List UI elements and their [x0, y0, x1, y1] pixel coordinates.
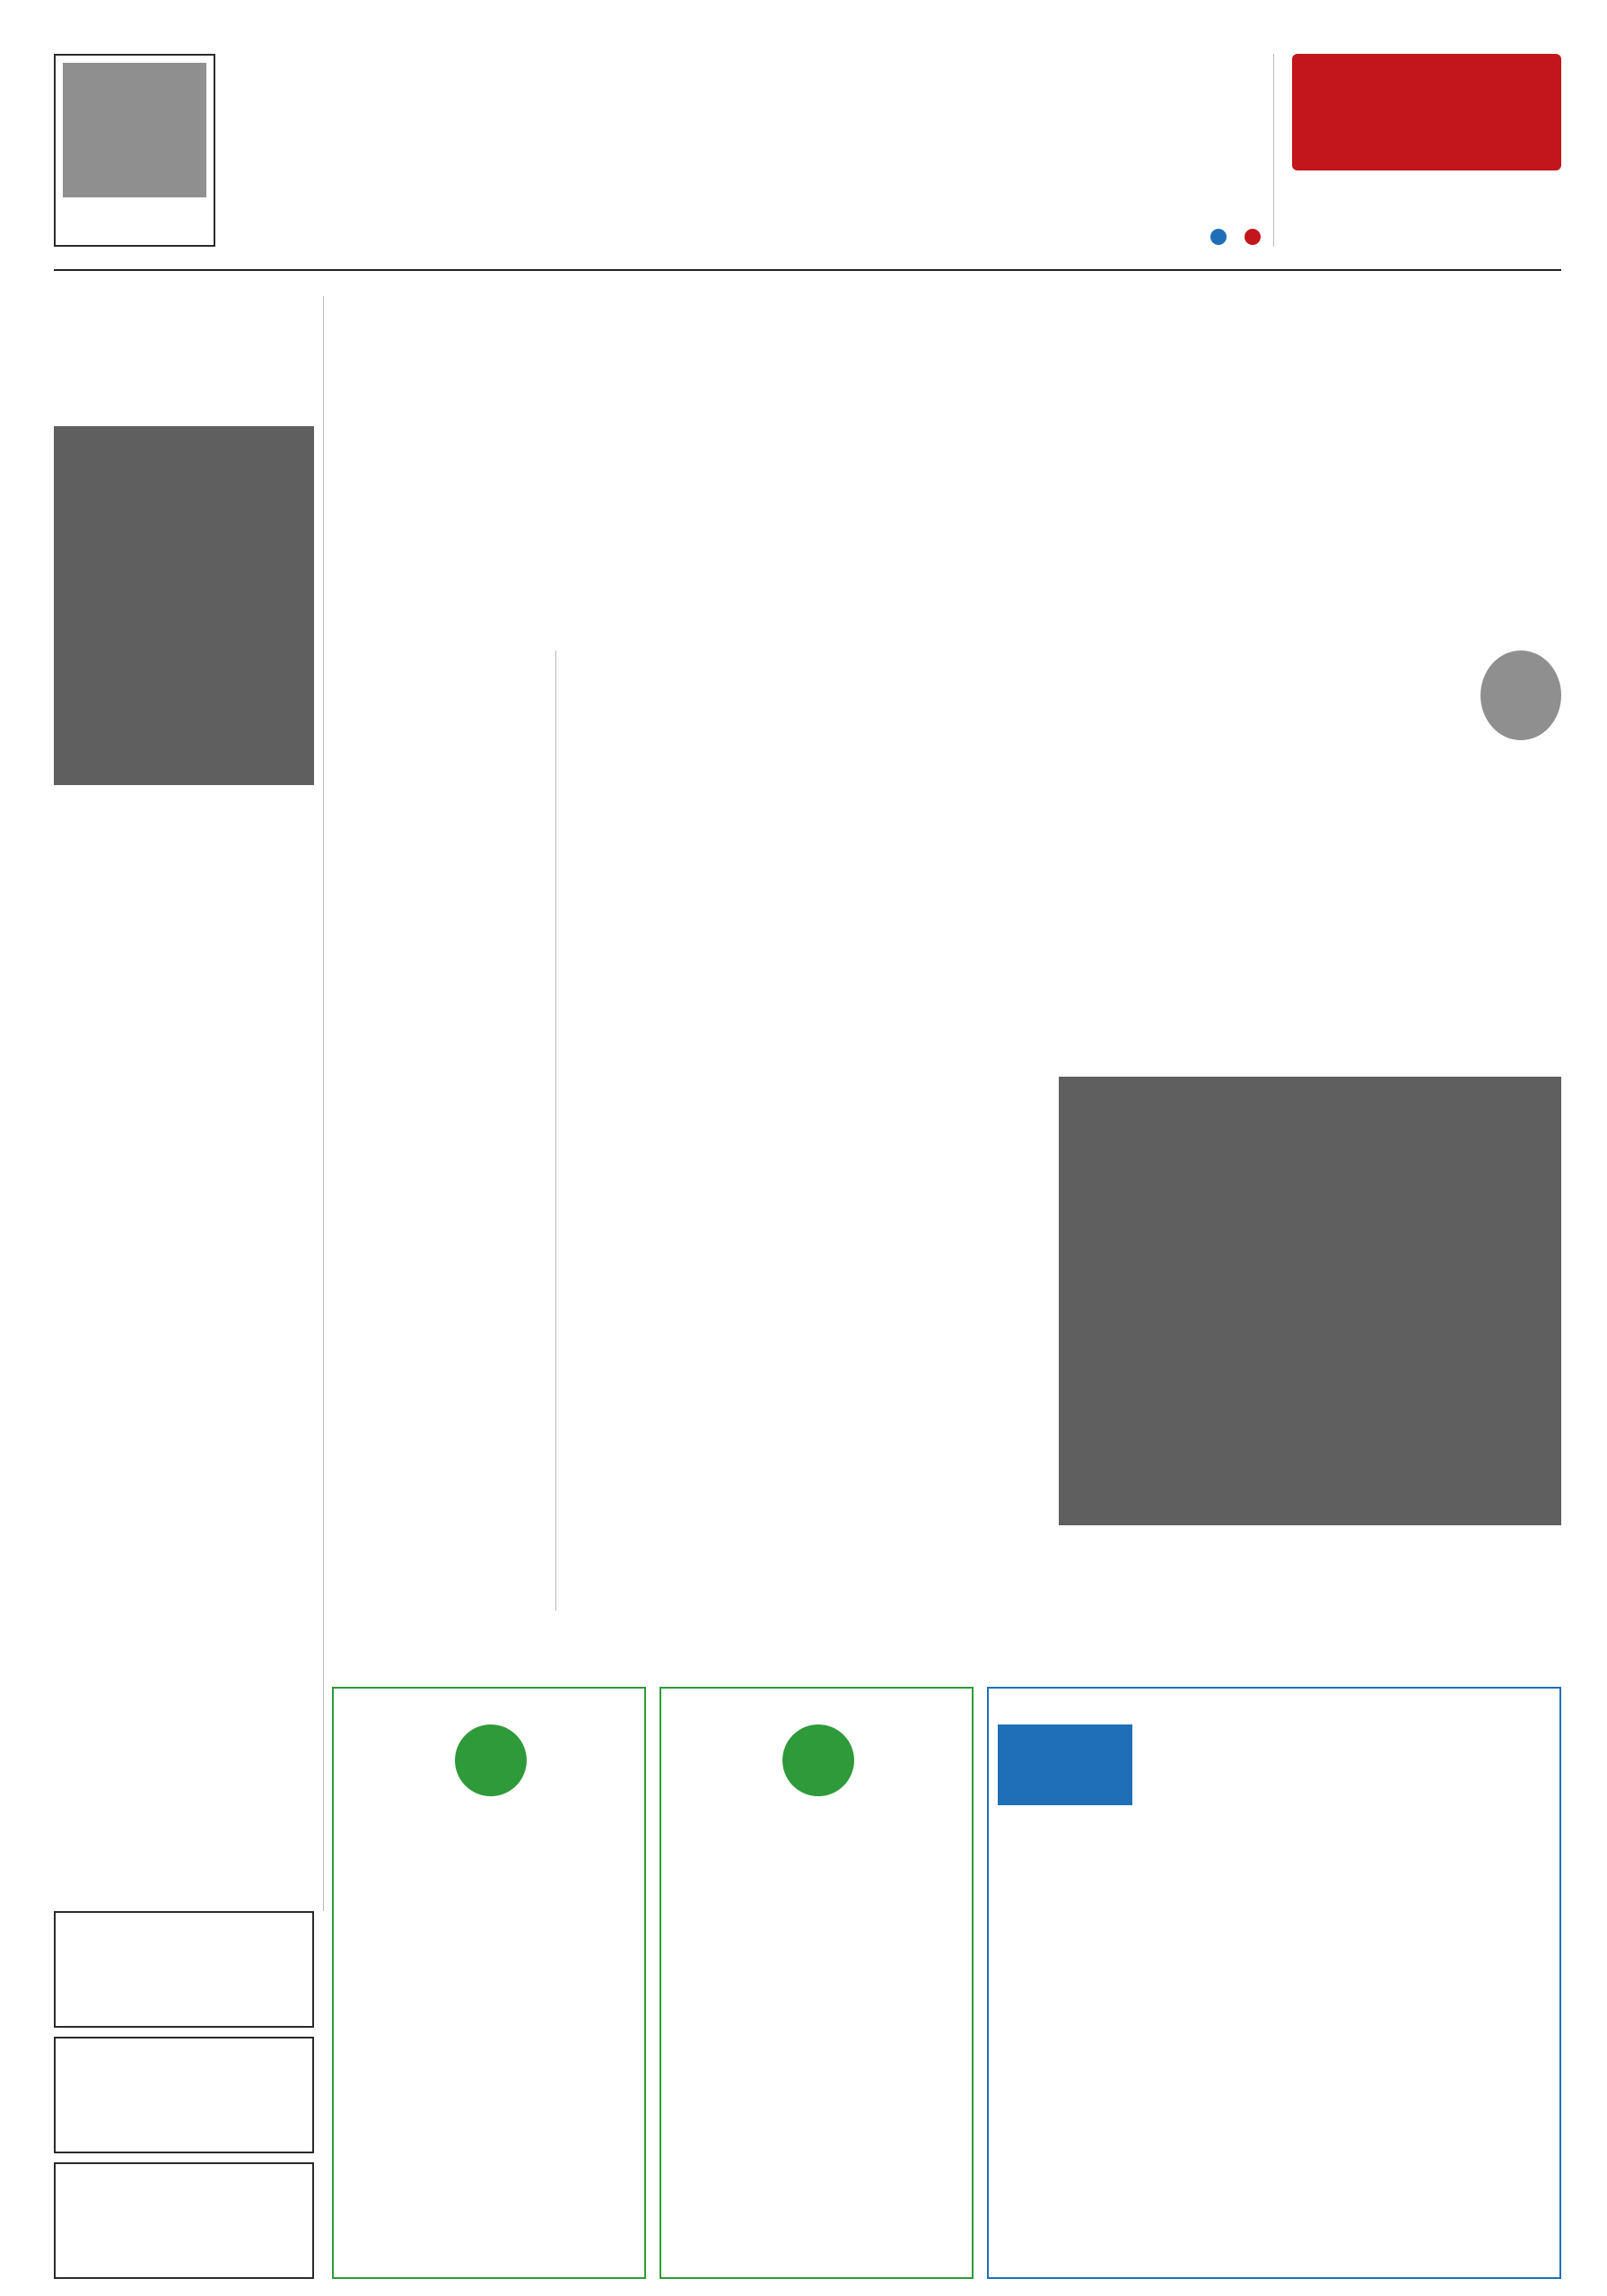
documentary-body: [54, 1462, 314, 1902]
tender-body: [994, 1935, 1550, 2240]
tender-emblem: [782, 1724, 854, 1796]
lead-column-5: [332, 296, 547, 1283]
documentary-feature: [54, 1319, 314, 1902]
author-box: [1319, 650, 1561, 749]
classified-ad: [54, 2037, 314, 2153]
staff-block: [368, 54, 870, 170]
tender-notice: [987, 1687, 1561, 2279]
profile-body: [54, 799, 314, 1310]
tender-headline: [994, 1837, 1550, 1926]
tender-notice: [332, 1687, 646, 2279]
telegram-icon[interactable]: [1210, 229, 1227, 245]
lead-article: [332, 296, 1561, 1624]
profile-feature: [54, 296, 314, 1310]
profile-photo: [54, 426, 314, 785]
lead-photo: [1059, 1077, 1561, 1525]
classified-ad: [54, 2162, 314, 2279]
lead-column-4: [565, 650, 781, 1611]
tender-body: [667, 1877, 963, 2236]
classified-ad: [54, 1911, 314, 2028]
masthead-logo: [1292, 54, 1561, 170]
mini-frontpage-image: [63, 63, 206, 197]
author-photo: [1480, 650, 1561, 740]
instagram-icon[interactable]: [1245, 229, 1261, 245]
tender-emblem: [455, 1724, 527, 1796]
tender-body: [339, 1877, 635, 2236]
water-company-logo: [998, 1724, 1132, 1805]
social-row: [368, 229, 1261, 249]
lead-pull-quote: [332, 1328, 547, 1525]
lead-column-2: [1059, 650, 1301, 1059]
masthead: [54, 54, 1561, 256]
mini-frontpage: [54, 54, 215, 247]
lead-column-1: [1319, 758, 1561, 1059]
tender-notice: [659, 1687, 974, 2279]
addresses-block: [368, 179, 1261, 224]
license-block: [884, 54, 1261, 170]
lead-column-3: [799, 650, 1041, 1611]
